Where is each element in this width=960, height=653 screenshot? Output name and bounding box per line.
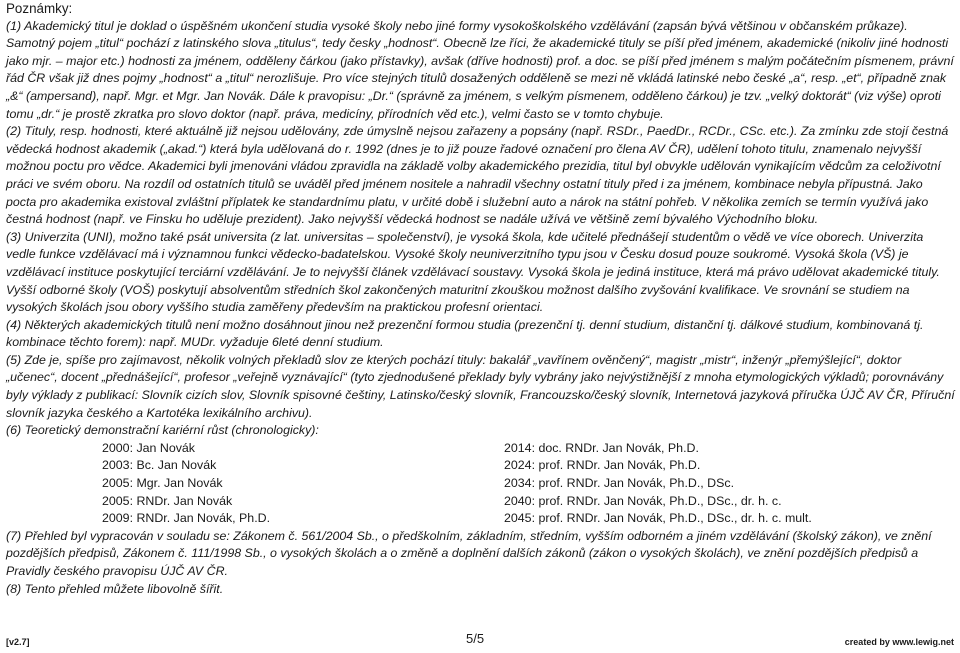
note-2-text: (2) Tituly, resp. hodnosti, které aktuálně již nejsou udělovány, zde úmyslně nejsou zařazeny a popsány (např. RSDr., PaedDr., RCDr., CSc. etc.). Za zmínku zde stojí čestná vědecká hodnost akademik („akad.“) která byla udělovaná do r. 1992 (dnes je to již pouze řadové označení pro člena AV ČR), udělení tohoto titulu, znamenalo nejvyšší možnou poctu pro vědce. Akademici byli jmenováni vládou zpravidla na základě volby akademického prezidia, titul byl obvykle udělován vynikajícím vědcům za celoživotní práci ve svém oboru. Na rozdíl od ostatních titulů se uváděl před jménem nositele a nahradil všechny ostatní tituly před i za jménem, kombinace nebyla přípustná. Jako pocta pro akademika existoval zvláštní příplatek ke standardnímu platu, v určité době i služební auto a nárok na státní pohřeb. V několika zemích se termín využívá jako čestná hodnost (např. ve Finsku ho uděluje prezident). Jako nejvyšší vědecká hodnost se nadále užívá ve většině zemí bývalého Východního bloku. (6, 124, 949, 227)
version-label: [v2.7] (6, 637, 30, 647)
career-entry: 2024: prof. RNDr. Jan Novák, Ph.D. (504, 458, 701, 473)
career-entry: 2009: RNDr. Jan Novák, Ph.D. (102, 511, 271, 526)
page-number: 5/5 (466, 631, 485, 646)
career-entry: 2045: prof. RNDr. Jan Novák, Ph.D., DSc., dr. h. c. mult. (504, 511, 812, 526)
notes-heading: Poznámky: (6, 1, 73, 16)
career-column-right (504, 440, 812, 528)
note-1-text: (1) Akademický titul je doklad o úspěšném ukončení studia vysoké školy nebo jiné formy vysokoškolského vzdělávání (zapsán bývá většinou v občanském průkaze). Samotný pojem „titul“ pochází z latinského slova „titulus“, tedy česky „hodnost“. Obecně lze říci, že akademické tituly se píší před jménem, akademické (nikoliv jiné hodnosti jako mjr. – major etc.) hodnosti za jménem, odděleny čárkou (jako přístavky), avšak (dříve hodnosti) prof. a doc. se píší před jménem s malým počátečním písmenem, právní řád ČR však již dnes pojmy „hodnost“ a „titul“ nerozlišuje. Pro více stejných titulů dosažených odděleně se mezi ně vkládá latinské nebo české „a“, resp. „et“, případně znak „&“ (ampersand), např. Mgr. et Mgr. Jan Novák. Dále k pravopisu: „Dr.“ (správně za jménem, s velkým písmenem, odděleno čárkou) je tzv. „velký doktorát“ (viz výše) oproti tomu „dr.“ je prostě zkratka pro slovo doktor (např. práva, medicíny, přírodních věd etc.), velmi často se v tomto chybuje. (6, 18, 954, 121)
note-3-text: (3) Univerzita (UNI), možno také psát universita (z lat. universitas – společenství), je vysoká škola, kde učitelé přednášejí studentům o vědě ve více oborech. Univerzita vedle funkce vzdělávací má i významnou funkci vědecko-badatelskou. Vysoké školy neuniverzitního typu jsou v Česku dosud pouze soukromé. Vysoká škola (VŠ) je vzdělávací instituce poskytující terciární vzdělávání. Je to nejvyšší článek vzdělávací soustavy. Vysoká škola je jediná instituce, která má právo udělovat akademické tituly. Vyšší odborné školy (VOŠ) poskytují absolventům středních škol zakončených maturitní zkouškou možnost dalšího zvyšování kvalifikace. Ve srovnání se studiem na vysokých školách jsou obory vyššího studia zaměřeny především na praktickou profesní orientaci. (6, 229, 940, 315)
notes-list-continued (6, 528, 956, 598)
career-progression (6, 440, 956, 528)
note-5-text: (5) Zde je, spíše pro zajímavost, několik volných překladů slov ze kterých pochází tituly: bakalář „vavřínem ověnčený“, magistr „mistr“, inženýr „přemýšlející“, doktor „učenec“, docent „přednášející“, profesor „veřejně vyznávající“ (tyto zjednodušené překlady byly vybrány jako nejvýstižnější z mnoha etymologických výkladů; porovnávány byly výklady z publikací: Slovník cizích slov, Slovník spisovné češtiny, Latinsko/český slovník, Francouzsko/český slovník, Internetová jazyková příručka ÚJČ AV ČR, Příruční slovník jazyka českého a Kartotéka lexikálního archivu). (6, 352, 955, 420)
career-entry: 2003: Bc. Jan Novák (102, 458, 217, 473)
note-7-text: (7) Přehled byl vypracován v souladu se: Zákonem č. 561/2004 Sb., o předškolním, základním, středním, vyšším odborném a jiném vzdělávání (školský zákon), ve znění pozdějších předpisů, Zákonem č. 111/1998 Sb., o vysokých školách a o změně a doplnění dalších zákonů (zákon o vysokých školách), ve znění pozdějších předpisů a Pravidly českého pravopisu ÚJČ AV ČR. (6, 528, 932, 579)
note-4-text: (4) Některých akademických titulů není možno dosáhnout jinou než prezenční formou studia (prezenční tj. denní studium, distanční tj. dálkové studium, kombinovaná tj. kombinace těchto forem): např. MUDr. vyžaduje 6leté denní studium. (6, 317, 924, 350)
career-entry: 2014: doc. RNDr. Jan Novák, Ph.D. (504, 440, 699, 455)
page-footer (0, 631, 960, 650)
note-8 (6, 581, 956, 599)
note-7 (6, 528, 956, 581)
career-entry: 2000: Jan Novák (102, 440, 195, 455)
career-entry: 2040: prof. RNDr. Jan Novák, Ph.D., DSc., dr. h. c. (504, 493, 782, 508)
credit-label: created by www.lewig.net (844, 637, 954, 647)
career-entry: 2005: Mgr. Jan Novák (102, 476, 223, 491)
career-entry: 2005: RNDr. Jan Novák (102, 493, 233, 508)
document-page (6, 0, 956, 598)
note-3 (6, 229, 956, 317)
note-4 (6, 317, 956, 352)
notes-list (6, 18, 956, 440)
career-entry: 2034: prof. RNDr. Jan Novák, Ph.D., DSc. (504, 476, 735, 491)
career-column-left (102, 440, 270, 528)
note-6-text: (6) Teoretický demonstrační kariérní růst (chronologicky): (6, 423, 319, 438)
note-8-text: (8) Tento přehled můžete libovolně šířit. (6, 581, 224, 596)
note-2 (6, 123, 956, 229)
note-6 (6, 422, 956, 440)
note-5 (6, 352, 956, 422)
note-1 (6, 18, 956, 124)
